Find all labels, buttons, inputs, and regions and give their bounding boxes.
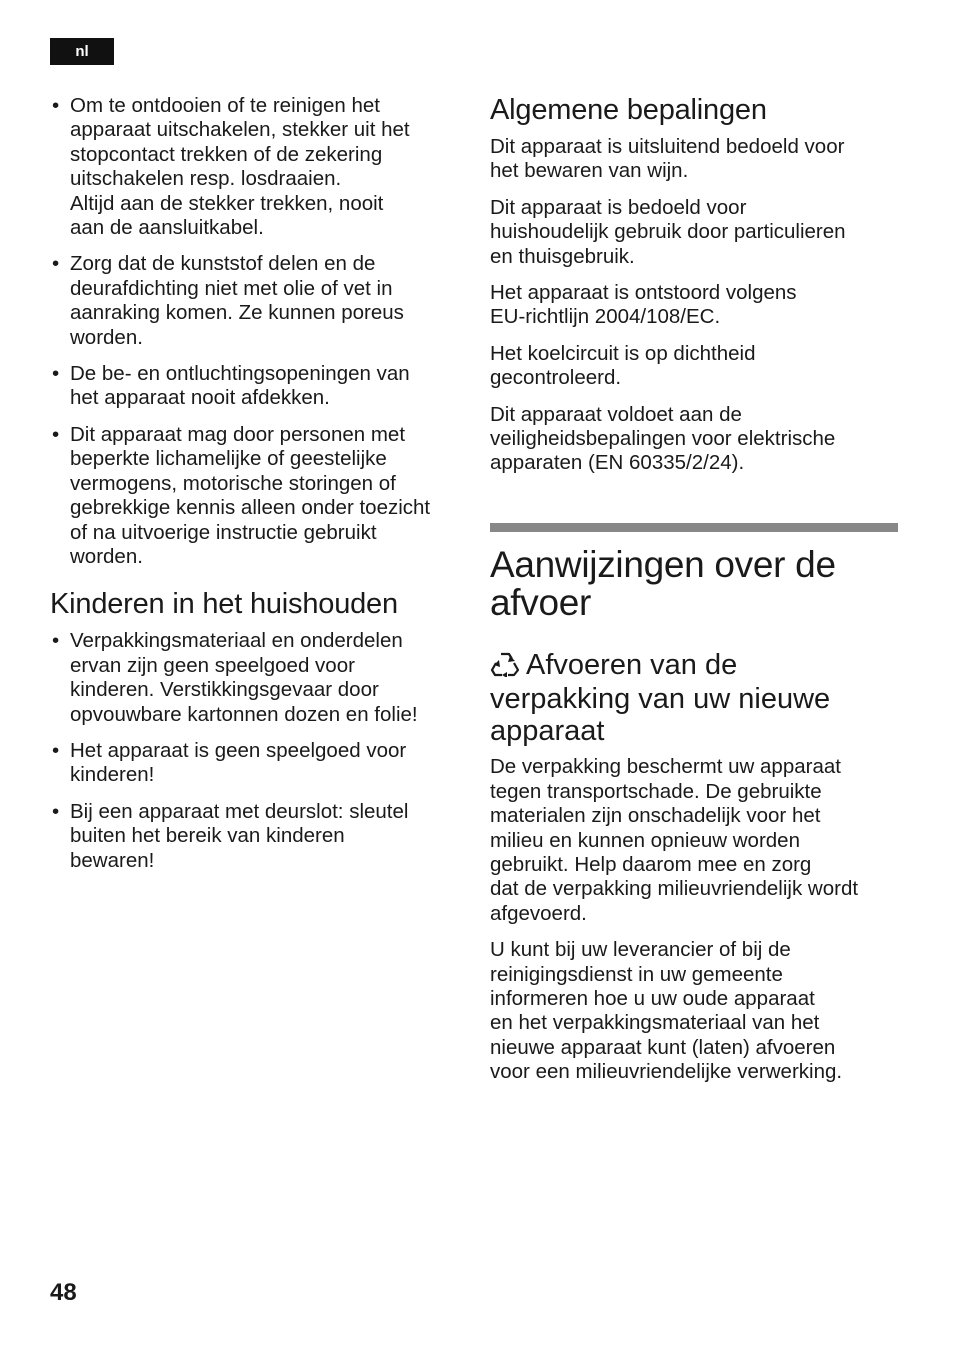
list-item [50,800,470,873]
text-line: aan de aansluitkabel. [70,216,264,240]
text-line: voor een milieuvriendelijke verwerking. [490,1060,843,1084]
list-item [50,629,470,727]
text-line: buiten het bereik van kinderen [70,824,345,848]
paragraph [490,342,900,391]
page-number: 48 [50,1279,77,1306]
text-line: EU-richtlijn 2004/108/EC. [490,305,721,329]
text-line: veiligheidsbepalingen voor elektrische [490,427,836,451]
text-line: apparaat uitschakelen, stekker uit het [70,118,410,142]
text-line: beperkte lichamelijke of geestelijke [70,447,387,471]
text-line: uitschakelen resp. losdraaien. [70,167,342,191]
packaging-heading [490,650,900,748]
text-line: gebruikt. Help daarom mee en zorg [490,853,812,876]
general-heading: Algemene bepalingen [490,94,767,126]
right-column [490,94,900,1097]
text-line: deurafdichting niet met olie of vet in [70,276,393,300]
text-line: tegen transportschade. De gebruikte [490,779,822,803]
text-line: worden. [70,325,143,349]
text-line: bewaren! [70,848,155,872]
text-line: opvouwbare kartonnen dozen en folie! [70,702,418,726]
text-line: U kunt bij uw leverancier of bij de [490,938,791,962]
text-line: • Verpakkingsmateriaal en onderdelen [70,629,403,653]
text-line: Het koelcircuit is op dichtheid [490,341,756,365]
language-tab: nl [50,38,114,65]
text-line: en thuisgebruik. [490,244,635,268]
recycle-icon [490,651,520,685]
heading-text: Afvoeren van de [526,648,738,681]
text-line: • Bij een apparaat met deurslot: sleutel [70,799,409,823]
text-line: Dit apparaat is uitsluitend bedoeld voor [490,135,845,158]
paragraph [490,938,900,1084]
paragraph [490,281,900,330]
heading-line [490,650,900,685]
text-line: dat de verpakking milieuvriendelijk wordt [490,877,859,901]
list-item [50,739,470,788]
text-line: stopcontact trekken of de zekering [70,142,383,166]
text-line: • Dit apparaat mag door personen met [70,422,406,446]
text-line: of na uitvoerige instructie gebruikt [70,520,377,544]
text-line: afgevoerd. [490,901,587,925]
text-line: Het apparaat is ontstoord volgens [490,281,797,305]
text-line: • Om te ontdooien of te reinigen het [70,94,380,117]
text-line: gecontroleerd. [490,366,622,390]
text-line: • Het apparaat is geen speelgoed voor [70,738,407,762]
text-line: en het verpakkingsmateriaal van het [490,1011,820,1035]
text-line: apparaten (EN 60335/2/24). [490,451,745,475]
paragraph [490,196,900,269]
text-line: reinigingsdienst in uw gemeente [490,962,783,986]
section-divider [490,523,898,532]
text-line: Dit apparaat is bedoeld voor [490,195,747,219]
text-line: nieuwe apparaat kunt (laten) afvoeren [490,1035,836,1059]
heading-line: apparaat [490,714,605,747]
paragraph [490,755,900,926]
text-line: De verpakking beschermt uw apparaat [490,755,841,779]
disposal-title [490,543,900,623]
title-line: Aanwijzingen over de [490,543,836,585]
children-heading: Kinderen in het huishouden [50,588,398,621]
text-line: materialen zijn onschadelijk voor het [490,804,821,828]
list-item [50,362,470,411]
text-line: • De be- en ontluchtingsopeningen van [70,362,410,386]
list-item [50,94,470,240]
paragraph [490,135,900,184]
text-line: milieu en kunnen opnieuw worden [490,828,800,852]
text-line: huishoudelijk gebruik door particulieren [490,220,846,244]
text-line: Altijd aan de stekker trekken, nooit [70,191,384,215]
text-line: vermogens, motorische storingen of [70,471,396,495]
text-line: ervan zijn geen speelgoed voor [70,653,355,677]
text-line: aanraking komen. Ze kunnen poreus [70,301,404,325]
list-item [50,252,470,350]
text-line: het apparaat nooit afdekken. [70,386,330,410]
left-column [50,94,470,885]
text-line: Dit apparaat voldoet aan de [490,402,742,426]
heading-line: verpakking van uw nieuwe [490,683,831,716]
paragraph [490,403,900,476]
text-line: kinderen. Verstikkingsgevaar door [70,678,379,702]
text-line: het bewaren van wijn. [490,159,689,183]
text-line: informeren hoe u uw oude apparaat [490,987,815,1011]
list-item [50,423,470,569]
text-line: worden. [70,544,143,568]
safety-bullet-list [50,94,470,569]
text-line: • Zorg dat de kunststof delen en de [70,252,376,276]
title-line: afvoer [490,581,592,623]
text-line: kinderen! [70,763,155,787]
children-bullet-list [50,629,470,873]
text-line: gebrekkige kennis alleen onder toezicht [70,496,431,520]
